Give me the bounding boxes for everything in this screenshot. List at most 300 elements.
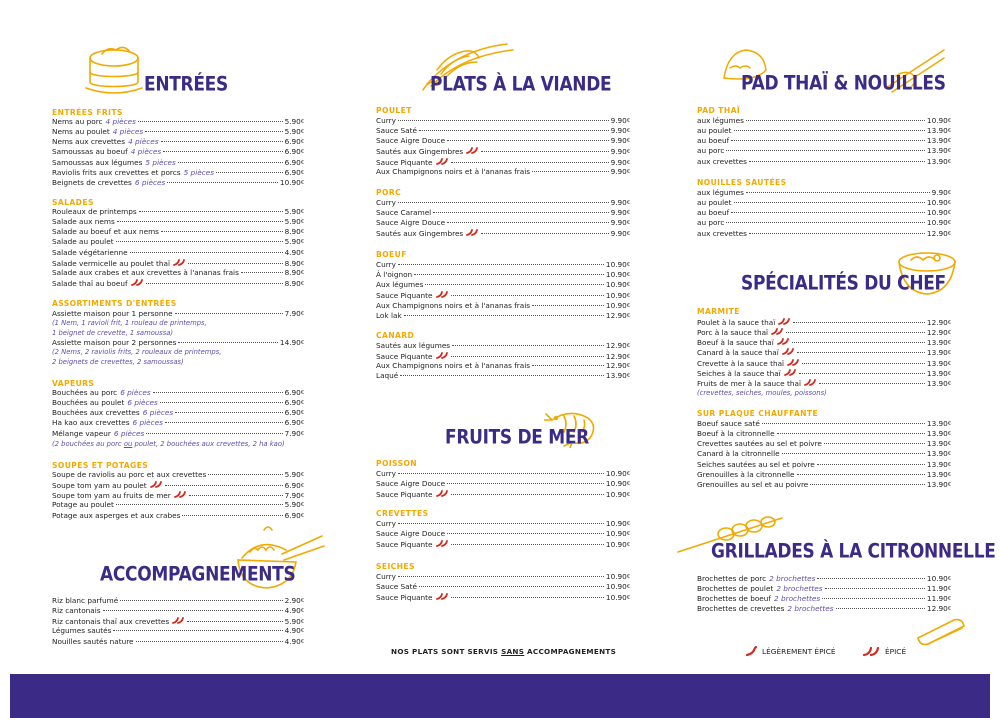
item-price: 11.90€ (926, 584, 951, 594)
dot-leader (762, 423, 925, 424)
menu-item (52, 278, 304, 288)
section-title-specialites: SPÉCIALITÉS DU CHEF (741, 272, 946, 295)
menu-item (52, 217, 304, 227)
item-price: 13.90€ (926, 368, 951, 378)
menu-item (697, 218, 951, 228)
item-quantity: 6 pièces (127, 398, 158, 408)
dot-leader (182, 515, 282, 516)
item-price: 10.90€ (605, 540, 630, 550)
chili-pepper-icon (172, 616, 185, 624)
item-name: au boeuf (697, 208, 730, 218)
item-price: 9.90€ (610, 126, 630, 136)
item-name: Crevettes sautées au sel et poivre (697, 439, 822, 449)
menu-item (697, 574, 951, 584)
item-name: Nems au poulet (52, 127, 110, 137)
list-nouilles (697, 188, 951, 239)
item-name: Curry (376, 519, 396, 528)
item-name: au boeuf (697, 136, 730, 146)
item-price: 6.90€ (284, 481, 304, 491)
item-price: 2.90€ (284, 596, 304, 605)
dot-leader (216, 172, 283, 173)
item-price: 6.90€ (284, 398, 304, 408)
item-price: 10.90€ (926, 218, 951, 228)
item-price: 8.90€ (284, 267, 304, 277)
item-price: 13.90€ (926, 479, 951, 489)
item-price: 13.90€ (926, 429, 951, 439)
item-name: Poulet à la sauce thaï (697, 318, 776, 327)
subheading-salades: SALADES (52, 198, 94, 207)
item-price: 13.90€ (926, 459, 951, 469)
item-price: 6.90€ (284, 408, 304, 418)
chili-pepper-icon (131, 278, 144, 286)
item-price: 10.90€ (605, 469, 630, 478)
dot-leader (419, 586, 604, 587)
dot-leader (726, 150, 925, 151)
item-price: 10.90€ (605, 519, 630, 528)
column-entrees (52, 0, 304, 670)
chili-pepper-icon (173, 258, 186, 266)
menu-item (376, 218, 630, 228)
dot-leader (404, 315, 604, 316)
dot-leader (145, 131, 282, 132)
dot-leader (782, 453, 925, 454)
list-pad-thai (697, 116, 951, 167)
menu-item (697, 229, 951, 239)
dot-leader (817, 578, 925, 579)
dot-leader (836, 608, 925, 609)
dot-leader (746, 192, 930, 193)
list-porc (376, 198, 630, 239)
item-price: 10.90€ (926, 116, 951, 125)
item-price: 8.90€ (284, 278, 304, 288)
list-canard (376, 341, 630, 382)
menu-item (697, 604, 951, 614)
chili-pepper-icon (436, 592, 449, 600)
menu-item (697, 347, 951, 357)
dot-leader (138, 121, 283, 122)
dot-leader (167, 182, 278, 183)
item-name: Salade végétarienne (52, 247, 128, 257)
item-price: 12.90€ (926, 318, 951, 327)
item-note: 1 beignet de crevette, 1 samoussa) (52, 328, 174, 337)
chili-pepper-icon (436, 539, 449, 547)
menu-item (52, 127, 304, 137)
item-name: Porc à la sauce thaï (697, 328, 769, 338)
dot-leader (400, 375, 604, 376)
menu-item (376, 198, 630, 208)
item-name: Brochettes de porc (697, 574, 767, 583)
chili-pepper-icon (771, 327, 784, 335)
menu-item (52, 207, 304, 217)
menu-item (376, 116, 630, 126)
item-name: au porc (697, 218, 725, 228)
item-price: 9.90€ (610, 218, 630, 228)
dot-leader (802, 363, 925, 364)
chili-pepper-icon (150, 480, 163, 488)
item-price: 6.90€ (284, 167, 304, 177)
item-price: 5.90€ (284, 207, 304, 216)
dot-leader (178, 162, 283, 163)
item-price: 10.90€ (605, 291, 630, 301)
menu-item (697, 594, 951, 604)
subheading-canard: CANARD (376, 331, 415, 340)
subheading-plaque: SUR PLAQUE CHAUFFANTE (697, 409, 819, 418)
item-quantity: 2 brochettes (787, 604, 834, 614)
dot-leader (188, 263, 283, 264)
chili-pepper-icon (436, 157, 449, 165)
chili-pepper-icon (777, 337, 790, 345)
menu-item (52, 248, 304, 258)
item-note: (1 Nem, 1 ravioli frit, 1 rouleau de printemps, (52, 319, 207, 328)
menu-item (376, 361, 630, 371)
dot-leader (447, 483, 604, 484)
item-price: 13.90€ (605, 371, 630, 381)
item-name: Aux légumes (376, 280, 424, 290)
menu-item (697, 439, 951, 449)
menu-item (376, 167, 630, 177)
menu-item (697, 157, 951, 167)
dot-leader (398, 576, 604, 577)
list-accompagnements (52, 596, 304, 647)
chili-pepper-icon (466, 228, 479, 236)
menu-item (52, 178, 304, 188)
menu-item (697, 460, 951, 470)
menu-item (376, 270, 630, 280)
dot-leader (163, 151, 282, 152)
item-name: Sauce Piquante (376, 352, 433, 362)
subheading-pad-thai: PAD THAÏ (697, 106, 741, 115)
column-pad-thai (697, 0, 996, 670)
menu-item (52, 500, 304, 510)
list-poisson (376, 469, 630, 499)
item-price: 6.90€ (284, 137, 304, 147)
item-quantity: 4 pièces (130, 147, 162, 157)
dot-leader (532, 365, 604, 366)
item-quantity: 6 pièces (142, 408, 174, 418)
menu-item (52, 117, 304, 127)
bottom-band (10, 674, 990, 718)
menu-item (52, 480, 304, 490)
item-price: 10.90€ (926, 198, 951, 208)
dot-leader (451, 597, 604, 598)
legend-hot: ÉPICÉ (862, 645, 906, 657)
item-name: Boeuf sauce saté (697, 419, 760, 428)
section-title-grillades: GRILLADES À LA CITRONNELLE (711, 540, 996, 563)
item-price: 4.90€ (284, 636, 304, 646)
dot-leader (398, 202, 609, 203)
item-price: 10.90€ (605, 260, 630, 269)
list-boeuf (376, 260, 630, 321)
item-price: 13.90€ (926, 469, 951, 479)
menu-item (376, 529, 630, 539)
dot-leader (447, 140, 609, 141)
dot-leader (165, 485, 283, 486)
item-name: Grenouilles à la citronnelle (697, 469, 795, 479)
item-quantity: 6 pièces (132, 418, 163, 428)
chili-pepper-icon (745, 645, 757, 657)
menu-item (697, 480, 951, 490)
menu-item (376, 290, 630, 300)
item-price: 7.90€ (284, 428, 304, 438)
item-name: Aux Champignons noirs et à l'ananas frais (376, 300, 531, 310)
menu-item (52, 606, 304, 616)
item-name: Potage aux asperges et aux crabes (52, 510, 181, 520)
item-name: Mélange vapeur (52, 428, 111, 438)
menu-item (697, 327, 951, 337)
menu-item (697, 126, 951, 136)
list-assortiments (52, 309, 304, 368)
item-name: Aux Champignons noirs et à l'ananas frais (376, 361, 531, 371)
menu-item (376, 341, 630, 351)
dot-leader (146, 433, 282, 434)
item-name: Potage au poulet (52, 500, 114, 510)
item-price: 7.90€ (284, 309, 304, 318)
subheading-soupes: SOUPES ET POTAGES (52, 461, 149, 470)
dot-leader (734, 130, 925, 131)
item-price: 13.90€ (926, 146, 951, 156)
item-price: 13.90€ (926, 378, 951, 388)
dot-leader (451, 544, 604, 545)
item-price: 5.90€ (284, 217, 304, 227)
dot-leader (175, 313, 283, 314)
chili-pepper-icon (436, 489, 449, 497)
dot-leader (419, 130, 609, 131)
menu-item (52, 490, 304, 500)
dot-leader (797, 474, 925, 475)
item-quantity: 4 pièces (128, 137, 159, 147)
item-name: Salade au boeuf et aux nems (52, 227, 159, 237)
item-name: Sauce Aigre Douce (376, 136, 446, 146)
item-price: 10.90€ (605, 479, 630, 489)
dot-leader (734, 202, 925, 203)
dot-leader (398, 264, 604, 265)
item-name: Nems au porc (52, 117, 103, 126)
item-quantity: 5 pièces (145, 157, 176, 167)
menu-item (376, 572, 630, 582)
subheading-vapeurs: VAPEURS (52, 379, 95, 388)
item-price: 10.90€ (605, 270, 630, 280)
chili-pepper-icon (174, 490, 187, 498)
menu-item (697, 317, 951, 327)
section-title-plats-viande: PLATS À LA VIANDE (430, 73, 612, 96)
item-name: aux crevettes (697, 156, 747, 166)
item-quantity: 6 pièces (113, 428, 145, 438)
item-price: 12.90€ (926, 328, 951, 338)
menu-item (697, 198, 951, 208)
section-title-accompagnements: ACCOMPAGNEMENTS (100, 563, 296, 586)
item-name: Samoussas au boeuf (52, 147, 128, 157)
chili-pepper-icon (436, 351, 449, 359)
dot-leader (208, 474, 282, 475)
item-name: au porc (697, 146, 725, 156)
item-name: Sauce Aigre Douce (376, 218, 446, 228)
menu-item (52, 158, 304, 168)
item-quantity: 6 pièces (134, 177, 166, 187)
item-price: 12.90€ (605, 341, 630, 350)
item-name: Brochettes de poulet (697, 584, 774, 594)
item-price: 10.90€ (605, 593, 630, 603)
chili-pepper-icon (784, 368, 797, 376)
item-price: 12.90€ (605, 352, 630, 362)
item-price: 5.90€ (284, 617, 304, 627)
item-price: 10.90€ (279, 177, 304, 187)
item-name: Lok lak (376, 310, 402, 320)
list-entrees-frits (52, 117, 304, 188)
item-price: 10.90€ (605, 572, 630, 581)
item-name: Riz cantonais thaï aux crevettes (52, 617, 170, 627)
dot-leader (117, 221, 283, 222)
dot-leader (452, 345, 604, 346)
item-price: 9.90€ (610, 208, 630, 218)
dot-leader (116, 504, 283, 505)
item-name: Sautés aux Gingembres (376, 147, 464, 157)
dot-leader (481, 151, 608, 152)
menu-item (52, 168, 304, 178)
item-name: Rouleaux de printemps (52, 207, 137, 216)
dot-leader (153, 392, 283, 393)
section-title-entrees: ENTRÉES (144, 73, 228, 96)
dot-leader (139, 211, 283, 212)
menu-item (376, 280, 630, 290)
item-name: Salade vermicelle au poulet thaï (52, 258, 171, 268)
dot-leader (178, 342, 278, 343)
item-price: 8.90€ (284, 227, 304, 237)
dot-leader (749, 161, 925, 162)
item-price: 10.90€ (926, 208, 951, 218)
chili-pepper-icon (787, 358, 800, 366)
dot-leader (120, 600, 282, 601)
dot-leader (161, 231, 283, 232)
section-title-pad-thai: PAD THAÏ & NOUILLES (741, 72, 946, 95)
list-grillades (697, 574, 951, 615)
item-price: 12.90€ (605, 310, 630, 320)
item-price: 5.90€ (284, 127, 304, 137)
dot-leader (160, 402, 283, 403)
item-price: 5.90€ (284, 470, 304, 479)
menu-item (697, 584, 951, 594)
subheading-crevettes: CREVETTES (376, 509, 429, 518)
item-name: Fruits de mer à la sauce thaï (697, 378, 801, 388)
subheading-boeuf: BOEUF (376, 250, 407, 259)
item-name: Curry (376, 260, 396, 269)
item-price: 13.90€ (926, 439, 951, 449)
menu-item (52, 408, 304, 418)
menu-item (697, 208, 951, 218)
menu-item (376, 157, 630, 167)
item-price: 13.90€ (926, 419, 951, 428)
item-price: 9.90€ (610, 147, 630, 157)
menu-item (697, 470, 951, 480)
item-price: 6.90€ (284, 510, 304, 520)
item-price: 6.90€ (284, 388, 304, 397)
item-name: Curry (376, 469, 396, 478)
item-price: 8.90€ (284, 258, 304, 268)
item-name: Sauce Piquante (376, 593, 433, 603)
menu-item (376, 208, 630, 218)
dot-leader (786, 332, 925, 333)
item-price: 14.90€ (279, 338, 304, 348)
item-price: 10.90€ (605, 490, 630, 500)
item-name: Assiette maison pour 2 personnes (52, 338, 177, 348)
dot-leader (726, 222, 925, 223)
menu-item (697, 146, 951, 156)
menu-item (52, 227, 304, 237)
dot-leader (451, 295, 604, 296)
item-name: Curry (376, 116, 396, 125)
served-without-sides-note: NOS PLATS SONT SERVIS SANS ACCOMPAGNEMENTS (391, 647, 617, 656)
dot-leader (822, 598, 925, 599)
item-name: Aux Champignons noirs et à l'ananas frais (376, 166, 531, 176)
menu-item (52, 429, 304, 439)
item-name: Sautés aux légumes (376, 341, 451, 350)
item-price: 9.90€ (931, 188, 951, 197)
dot-leader (398, 523, 604, 524)
menu-item (52, 511, 304, 521)
item-quantity: 5 pièces (183, 167, 215, 177)
item-quantity: 2 brochettes (774, 594, 821, 604)
item-name: Crevette à la sauce thaï (697, 358, 785, 368)
dot-leader (731, 140, 925, 141)
item-price: 13.90€ (926, 348, 951, 358)
dot-leader (113, 630, 282, 631)
menu-item (52, 388, 304, 398)
dot-leader (189, 495, 283, 496)
list-poulet (376, 116, 630, 177)
menu-item (376, 126, 630, 136)
dot-leader (792, 342, 925, 343)
item-price: 9.90€ (610, 157, 630, 167)
menu-item (697, 136, 951, 146)
item-name: aux légumes (697, 116, 744, 125)
chili-pepper-icon (466, 146, 479, 154)
item-price: 4.90€ (284, 247, 304, 257)
menu-item (697, 116, 951, 126)
item-name: Brochettes de boeuf (697, 594, 771, 604)
item-name: Canard à la sauce thaï (697, 348, 779, 358)
item-name: Nouilles sautés nature (52, 636, 134, 646)
item-quantity: 2 brochettes (776, 584, 823, 594)
item-price: 13.90€ (926, 338, 951, 348)
dot-leader (447, 222, 609, 223)
item-name: Salade aux nems (52, 217, 115, 227)
dot-leader (824, 443, 925, 444)
item-name: Seiches à la sauce thaï (697, 368, 781, 378)
item-name: Riz blanc parfumé (52, 596, 119, 605)
item-name: au poulet (697, 198, 732, 208)
subheading-poisson: POISSON (376, 459, 418, 468)
menu-item (376, 592, 630, 602)
item-name: Seiches sautées au sel et poivre (697, 459, 815, 469)
item-name: Curry (376, 198, 396, 207)
item-price: 6.90€ (284, 418, 304, 428)
menu-item (52, 637, 304, 647)
menu-item (52, 309, 304, 319)
list-salades (52, 207, 304, 288)
menu-item (52, 626, 304, 636)
item-price: 5.90€ (284, 500, 304, 510)
menu-item (697, 419, 951, 429)
subheading-entrees-frits: ENTRÉES FRITS (52, 108, 123, 117)
item-name: Sauce Piquante (376, 540, 433, 550)
item-name: aux légumes (697, 188, 744, 197)
dot-leader (731, 212, 925, 213)
item-price: 5.90€ (284, 117, 304, 126)
dot-leader (817, 464, 925, 465)
item-name: Sauce Piquante (376, 291, 433, 301)
dot-leader (130, 252, 283, 253)
dot-leader (116, 241, 283, 242)
item-price: 10.90€ (605, 582, 630, 592)
